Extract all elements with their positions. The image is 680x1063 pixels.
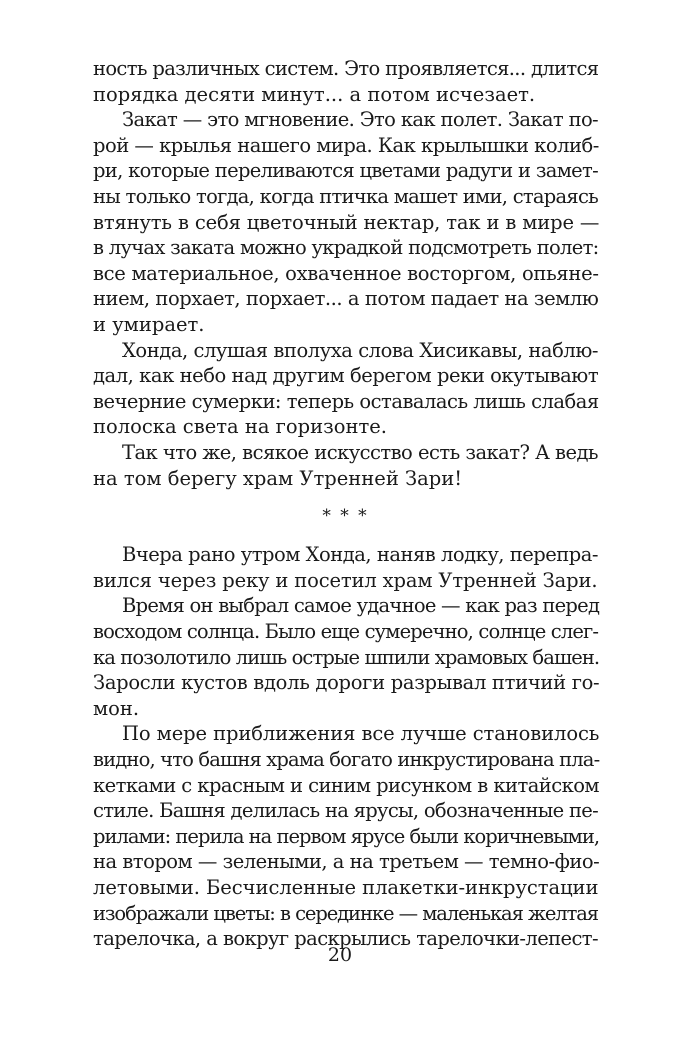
text-line: видно, что башня храма богато инкрустирована пла- [93, 748, 600, 772]
text-line: в лучах заката можно украдкой подсмотреть полет: [93, 236, 599, 260]
text-line: ны только тогда, когда птичка машет ими, стараясь [93, 184, 598, 208]
text-line: мон. [93, 696, 140, 720]
text-line: восходом солнца. Было еще сумеречно, солнце слег- [93, 620, 599, 644]
text-line: на том берегу храм Утренней Зари! [93, 466, 463, 490]
section-separator: * * * [322, 506, 369, 527]
text-line: летовыми. Бесчисленные плакетки-инкрустации [93, 876, 599, 899]
page-number: 20 [327, 944, 353, 966]
text-line: нием, порхает, порхает... а потом падает на землю [93, 287, 599, 311]
text-line: изображали цветы: в серединке — маленькая желтая [93, 901, 598, 925]
text-line: Время он выбрал самое удачное — как раз перед [122, 594, 600, 618]
text-line: рой — крылья нашего мира. Как крылышки колиб- [93, 133, 599, 157]
text-line: дал, как небо над другим берегом реки окутывают [93, 364, 599, 388]
text-line: Вчера рано утром Хонда, наняв лодку, перепра- [122, 543, 598, 567]
text-line: По мере приближения все лучше становилось [122, 722, 600, 746]
text-line: порядка десяти минут... а потом исчезает. [93, 82, 536, 106]
text-line: вился через реку и посетил храм Утренней Зари. [93, 568, 598, 592]
text-line: ка позолотило лишь острые шпили храмовых башен. [93, 645, 600, 669]
text-line: и умирает. [93, 312, 205, 336]
text-line: на втором — зелеными, а на третьем — темно-фио- [93, 850, 600, 874]
text-line: ность различных систем. Это проявляется... длится [93, 57, 599, 80]
text-line: Хонда, слушая вполуха слова Хисикавы, наблю- [122, 338, 598, 362]
text-line: тарелочка, а вокруг раскрылись тарелочки-лепест- [93, 927, 598, 951]
text-line: рилами: перила на первом ярусе были коричневыми, [93, 824, 600, 848]
text-line: Так что же, всякое искусство есть закат? А ведь [122, 440, 598, 464]
page-body-text [93, 56, 598, 952]
text-line: стиле. Башня делилась на ярусы, обозначенные пе- [93, 799, 598, 823]
text-line: втянуть в себя цветочный нектар, так и в мире — [93, 210, 600, 234]
text-line: Закат — это мгновение. Это как полет. Закат по- [122, 108, 598, 132]
text-line: полоска света на горизонте. [93, 415, 388, 439]
text-line: ри, которые переливаются цветами радуги и замет- [93, 159, 598, 183]
text-line: все материальное, охваченное восторгом, опьяне- [93, 261, 599, 285]
text-line: Заросли кустов вдоль дороги разрывал птичий го- [93, 671, 600, 695]
text-line: кетками с красным и синим рисунком в китайском [93, 773, 600, 797]
text-line: вечерние сумерки: теперь оставалась лишь слабая [93, 389, 599, 413]
